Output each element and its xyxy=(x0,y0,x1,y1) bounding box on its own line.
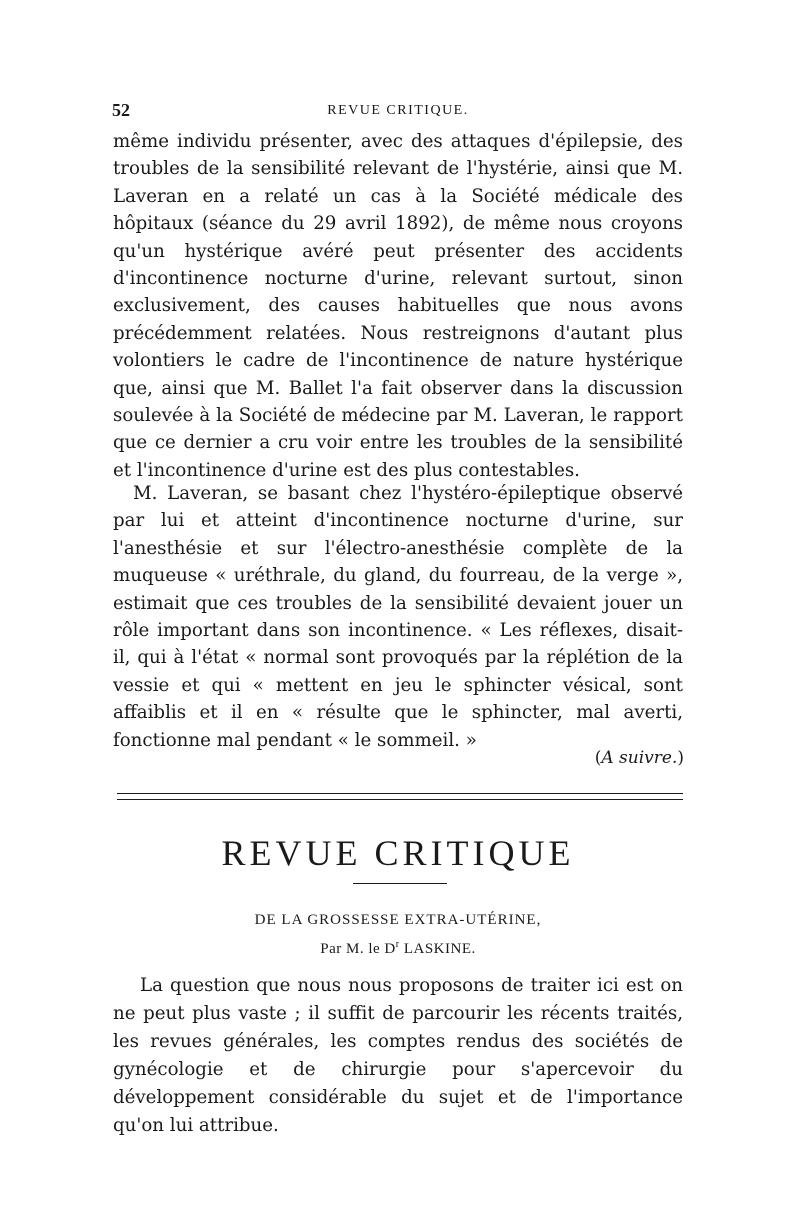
to-be-continued-text: A suivre. xyxy=(601,748,678,768)
article-byline xyxy=(113,939,683,958)
article-first-paragraph: La question que nous nous proposons de traiter ici est on ne peut plus vaste ; il suffit de parcourir les récents traités, les revues générales, les comptes rendus des sociétés de gynécologie et de chirurgie pour s'apercevoir du développement considérable du sujet et de l'importance qu'on lui attribue. xyxy=(113,975,683,1136)
byline-prefix: Par M. le D xyxy=(320,941,396,957)
paragraph-continued: même individu présenter, avec des attaques d'épilepsie, des troubles de la sensibilité relevant de l'hystérie, ainsi que M. Laveran en a relaté un cas à la Société médicale des hôpitaux (séance du 29 avril 1892), de même nous croyons qu'un hystérique avéré peut présenter des accidents d'incontinence nocturne d'urine, relevant surtout, sinon exclusivement, des causes habituelles que nous avons précédemment relatées. Nous restreignons d'autant plus volontiers le cadre de l'incontinence de nature hystérique que, ainsi que M. Ballet l'a fait observer dans la discussion soulevée à la Société de médecine par M. Laveran, le rapport que ce dernier a cru voir entre les troubles de la sensibilité et l'incontinence d'urine est des plus contestables. xyxy=(113,131,683,481)
article-subtitle: DE LA GROSSESSE EXTRA-UTÉRINE, xyxy=(254,912,542,928)
paragraph-laveran: M. Laveran, se basant chez l'hystéro-épileptique observé par lui et atteint d'incontinence nocturne d'urine, sur l'anesthésie et sur l'électro-anesthésie complète de la muqueuse « uréthrale, du gland, du fourreau, de la verge », estimait que ces troubles de la sensibilité devaient jouer un rôle important dans son incontinence. « Les réflexes, disait-il, qui à l'état « normal sont provoqués par la réplétion de la vessie et qui « mettent en jeu le sphincter vésical, sont affaiblis et il en « résulte que le sphincter, mal averti, fonctionne mal pendant « le sommeil. » xyxy=(113,483,683,751)
byline-author: LASKINE. xyxy=(399,941,476,957)
section-divider-top xyxy=(117,793,683,794)
running-head xyxy=(112,100,684,124)
byline-superscript: r xyxy=(395,939,400,950)
title-underline xyxy=(353,883,447,884)
to-be-continued: (A suivre.) xyxy=(594,748,684,768)
running-title: REVUE CRITIQUE. xyxy=(327,103,469,118)
page-number: 52 xyxy=(112,100,130,120)
section-divider-bottom xyxy=(117,799,683,800)
section-title: REVUE CRITIQUE xyxy=(221,833,575,873)
